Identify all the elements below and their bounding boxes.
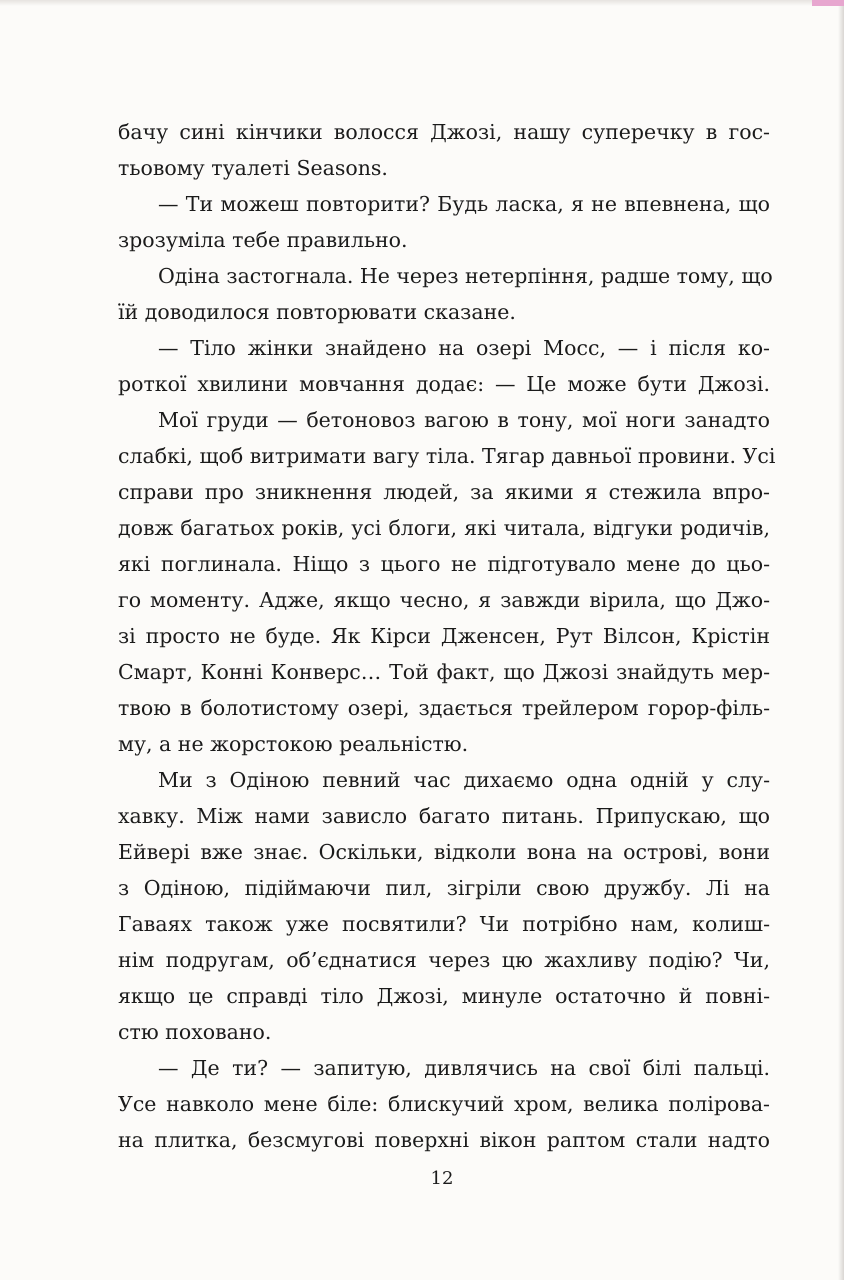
text-line: зі просто не буде. Як Кірси Дженсен, Рут Вілсон, Крістін	[118, 624, 770, 648]
text-line: Смарт, Конні Конверс… Той факт, що Джозі знайдуть мер-	[118, 660, 770, 684]
text-line: на плитка, безсмугові поверхні вікон раптом стали надто	[118, 1128, 770, 1152]
text-line: Мої груди — бетоновоз вагою в тону, мої ноги занадто	[158, 408, 770, 432]
text-line: з Одіною, підіймаючи пил, зігріли свою дружбу. Лі на	[118, 876, 770, 900]
text-line: нім подругам, об’єднатися через цю жахливу подію? Чи,	[118, 948, 770, 972]
text-line: зрозуміла тебе правильно.	[118, 228, 408, 252]
text-line: — Де ти? — запитую, дивлячись на свої білі пальці.	[158, 1056, 770, 1080]
text-line: які поглинала. Ніщо з цього не підготувало мене до цьо-	[118, 552, 770, 576]
text-line: їй доводилося повторювати сказане.	[118, 300, 516, 324]
corner-color-mark	[812, 0, 844, 6]
text-line: Ейвері вже знає. Оскільки, відколи вона на острові, вони	[118, 840, 770, 864]
text-line: тьовому туалеті Seasons.	[118, 156, 388, 180]
text-line: слабкі, щоб витримати вагу тіла. Тягар давньої провини. Усі	[118, 444, 776, 468]
text-line: му, а не жорстокою реальністю.	[118, 732, 469, 756]
text-line: справи про зникнення людей, за якими я стежила впро-	[118, 480, 770, 504]
text-line: Одіна застогнала. Не через нетерпіння, радше тому, що	[158, 264, 773, 288]
text-line: Гаваях також уже посвятили? Чи потрібно нам, колиш-	[118, 912, 770, 936]
text-line: — Ти можеш повторити? Будь ласка, я не впевнена, що	[158, 192, 770, 216]
text-line: стю поховано.	[118, 1020, 272, 1044]
text-line: якщо це справді тіло Джозі, минуле остаточно й повні-	[118, 984, 770, 1008]
text-line: роткої хвилини мовчання додає: — Це може бути Джозі.	[118, 372, 770, 396]
text-line: Ми з Одіною певний час дихаємо одна одній у слу-	[158, 768, 770, 792]
text-line: — Тіло жінки знайдено на озері Мосс, — і після ко-	[158, 336, 770, 360]
text-line: хавку. Між нами зависло багато питань. Припускаю, що	[118, 804, 770, 828]
text-line: бачу сині кінчики волосся Джозі, нашу суперечку в гос-	[118, 120, 770, 144]
text-line: довж багатьох років, усі блоги, які читала, відгуки родичів,	[118, 516, 770, 540]
text-line: Усе навколо мене біле: блискучий хром, велика полірова-	[118, 1092, 770, 1116]
text-line: твою в болотистому озері, здається трейлером горор-філь-	[118, 696, 770, 720]
page-right-edge	[838, 0, 844, 1280]
page-number: 12	[430, 1168, 454, 1189]
text-line: го моменту. Адже, якщо чесно, я завжди вірила, що Джо-	[118, 588, 770, 612]
page-top-edge	[0, 0, 844, 6]
